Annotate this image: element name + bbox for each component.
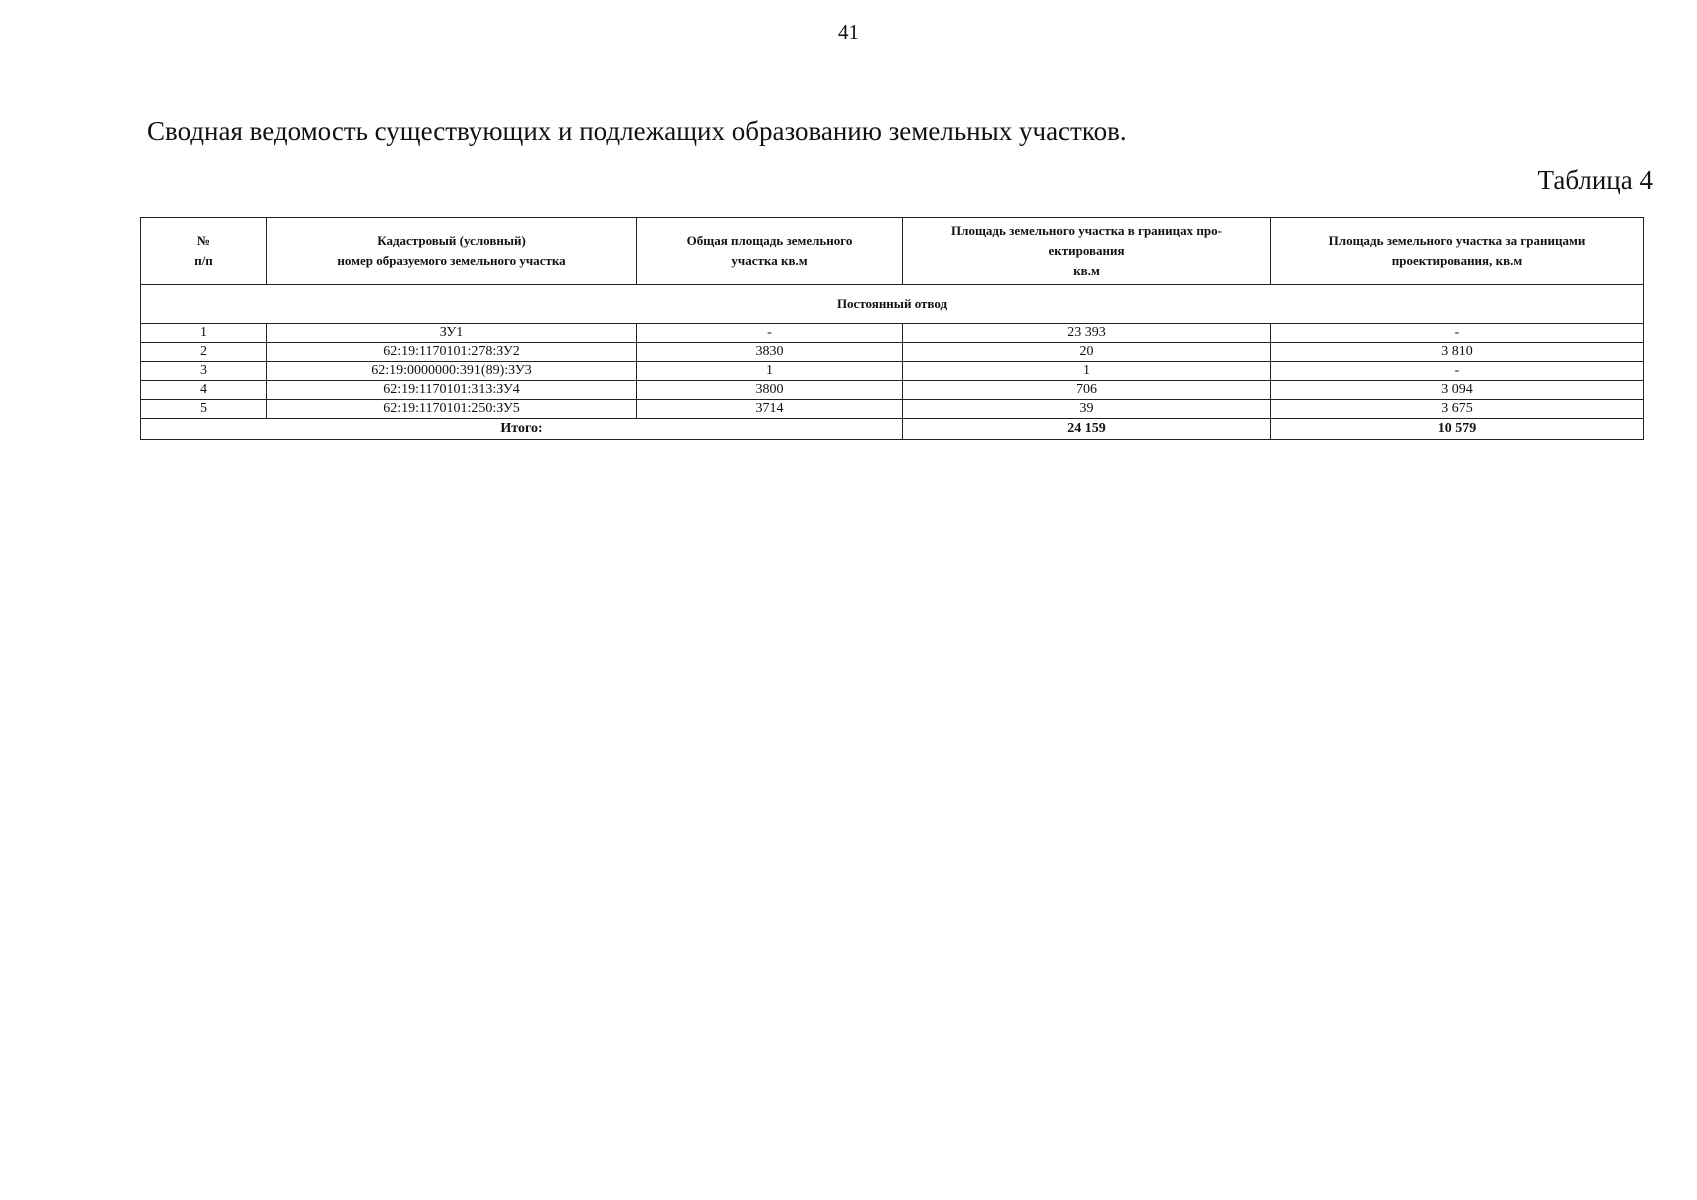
header-cadastral (267, 218, 637, 285)
header-num-line: № (196, 233, 211, 248)
header-total-area-line: участка кв.м (731, 253, 808, 268)
section-row (141, 285, 1644, 324)
header-cadastral-line: Кадастровый (условный) (377, 233, 526, 248)
cell-area-inside: 23 393 (903, 324, 1271, 343)
cell-cadastral: 62:19:1170101:313:ЗУ4 (267, 381, 637, 400)
land-plots-table (140, 217, 1644, 440)
cell-total-area: - (637, 324, 903, 343)
header-area-inside-line: кв.м (1073, 263, 1100, 278)
table-row (141, 362, 1644, 381)
header-total-area-line: Общая площадь земельного (686, 233, 853, 248)
cell-total-area: 3800 (637, 381, 903, 400)
table-row (141, 381, 1644, 400)
section-title: Постоянный отвод (141, 285, 1644, 324)
total-area-outside: 10 579 (1271, 419, 1644, 440)
header-area-outside (1271, 218, 1644, 285)
cell-area-inside: 706 (903, 381, 1271, 400)
document-title: Сводная ведомость существующих и подлежащих образованию земельных участков. (147, 116, 1127, 146)
header-area-inside-line: ектирования (1048, 243, 1125, 258)
cell-area-inside: 39 (903, 400, 1271, 419)
cell-num: 4 (141, 381, 267, 400)
cell-cadastral: 62:19:1170101:250:ЗУ5 (267, 400, 637, 419)
page-number: 41 (838, 20, 859, 44)
cell-total-area: 3714 (637, 400, 903, 419)
cell-area-outside: 3 810 (1271, 343, 1644, 362)
header-num-line: п/п (194, 253, 213, 268)
cell-cadastral: 62:19:1170101:278:ЗУ2 (267, 343, 637, 362)
cell-area-inside: 20 (903, 343, 1271, 362)
header-num (141, 218, 267, 285)
table-label: Таблица 4 (1537, 165, 1653, 195)
total-row (141, 419, 1644, 440)
cell-num: 2 (141, 343, 267, 362)
cell-cadastral: 62:19:0000000:391(89):ЗУ3 (267, 362, 637, 381)
header-total-area (637, 218, 903, 285)
cell-total-area: 3830 (637, 343, 903, 362)
cell-num: 3 (141, 362, 267, 381)
table-row (141, 400, 1644, 419)
total-label: Итого: (141, 419, 903, 440)
table-header-row (141, 218, 1644, 285)
cell-cadastral: ЗУ1 (267, 324, 637, 343)
header-area-outside-line: Площадь земельного участка за границами (1328, 233, 1586, 248)
cell-area-outside: 3 094 (1271, 381, 1644, 400)
header-area-outside-line: проектирования, кв.м (1391, 253, 1523, 268)
cell-area-inside: 1 (903, 362, 1271, 381)
header-area-inside-line: Площадь земельного участка в границах про- (951, 223, 1222, 238)
table-row (141, 324, 1644, 343)
header-area-inside (903, 218, 1271, 285)
table-row (141, 343, 1644, 362)
cell-num: 5 (141, 400, 267, 419)
cell-area-outside: - (1271, 324, 1644, 343)
cell-area-outside: 3 675 (1271, 400, 1644, 419)
total-area-inside: 24 159 (903, 419, 1271, 440)
cell-total-area: 1 (637, 362, 903, 381)
header-cadastral-line: номер образуемого земельного участка (337, 253, 566, 268)
cell-area-outside: - (1271, 362, 1644, 381)
cell-num: 1 (141, 324, 267, 343)
